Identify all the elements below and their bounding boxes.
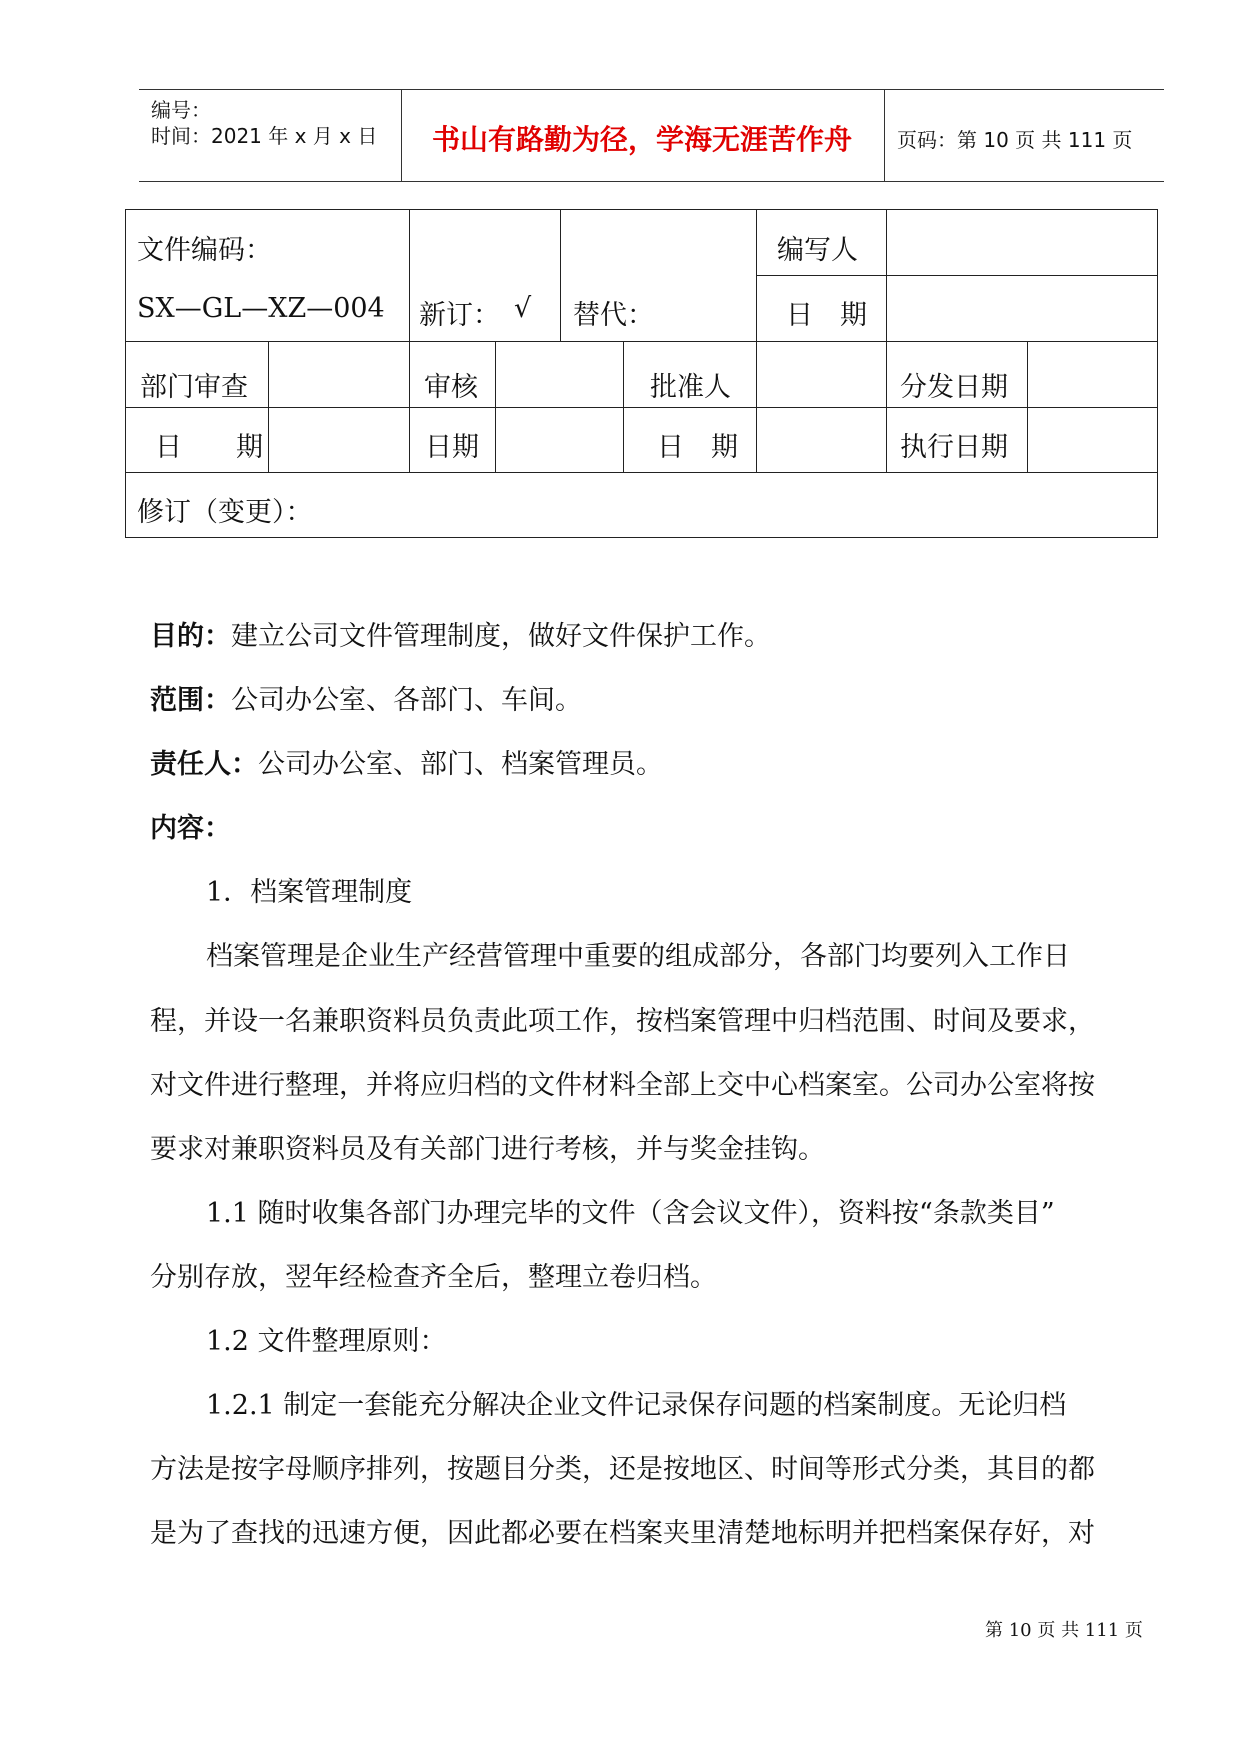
doc-code-value: SX—GL—XZ—004 [137,293,385,324]
cell-dist-date-value [1027,341,1158,408]
dept-review-label: 部门审查 [140,372,248,403]
paragraph-1-line-2: 程，并设一名兼职资料员负责此项工作，按档案管理中归档范围、时间及要求， [150,1006,1095,1037]
review-label: 审核 [424,372,478,403]
cell-date4-value [756,407,887,473]
header-motto: 书山有路勤为径，学海无涯苦作舟 [431,123,852,156]
header-top-rule [139,89,1164,90]
paragraph-2-line-1: 1.1 随时收集各部门办理完毕的文件（含会议文件），资料按“条款类目” [206,1198,1055,1229]
replace-label: 替代： [573,300,654,331]
scope-line [150,686,582,716]
paragraph-4-line-2: 方法是按字母顺序排列，按题目分类，还是按地区、时间等形式分类，其目的都 [150,1454,1095,1485]
cell-dept-review-value [268,341,410,408]
responsible-line [150,750,663,780]
responsible-text: 公司办公室、部门、档案管理员。 [258,749,663,780]
responsible-label: 责任人： [150,749,258,780]
purpose-text: 建立公司文件管理制度，做好文件保护工作。 [231,621,771,652]
scope-label: 范围： [150,685,231,716]
paragraph-4-line-1: 1.2.1 制定一套能充分解决企业文件记录保存问题的档案制度。无论归档 [206,1390,1067,1421]
cell-review-value [495,341,624,408]
paragraph-3: 1.2 文件整理原则： [206,1326,447,1357]
cell-date1-value [886,275,1158,342]
section-1-heading: 1．档案管理制度 [206,877,413,908]
approver-label: 批准人 [650,372,731,403]
header-divider-right [884,89,885,181]
cell-writer-value [886,209,1158,276]
header-time-label: 时间：2021 年 x 月 x 日 [151,124,378,148]
new-label: 新订： [419,300,500,331]
paragraph-1-line-3: 对文件进行整理，并将应归档的文件材料全部上交中心档案室。公司办公室将按 [150,1070,1095,1101]
new-check-mark: √ [514,293,532,324]
header-bottom-rule [139,181,1164,182]
date-label-3: 日期 [425,432,479,463]
scope-text: 公司办公室、各部门、车间。 [231,685,582,716]
paragraph-1-line-4: 要求对兼职资料员及有关部门进行考核，并与奖金挂钩。 [150,1134,825,1165]
date-label-1: 日 期 [786,300,867,331]
cell-exec-date-value [1027,407,1158,473]
paragraph-2-line-2: 分别存放，翌年经检查齐全后，整理立卷归档。 [150,1262,717,1293]
doc-code-label: 文件编码： [137,235,272,266]
page-footer-number: 第 10 页 共 111 页 [985,1620,1143,1641]
paragraph-1-line-1: 档案管理是企业生产经营管理中重要的组成部分，各部门均要列入工作日 [206,941,1070,972]
dist-date-label: 分发日期 [900,372,1008,403]
purpose-line [150,622,771,652]
date-label-4: 日 期 [657,432,738,463]
cell-date3-value [495,407,624,473]
date-label-2: 日 期 [155,432,263,463]
cell-date2-value [268,407,410,473]
paragraph-4-line-3: 是为了查找的迅速方便，因此都必要在档案夹里清楚地标明并把档案保存好，对 [150,1518,1095,1549]
cell-approver-value [756,341,887,408]
header-page-label: 页码：第 10 页 共 111 页 [897,128,1133,152]
writer-label: 编写人 [777,235,858,266]
content-label: 内容： [150,813,231,844]
revision-label: 修订（变更）： [137,497,313,528]
exec-date-label: 执行日期 [900,432,1008,463]
purpose-label: 目的： [150,621,231,652]
header-number-label: 编号： [151,98,211,122]
